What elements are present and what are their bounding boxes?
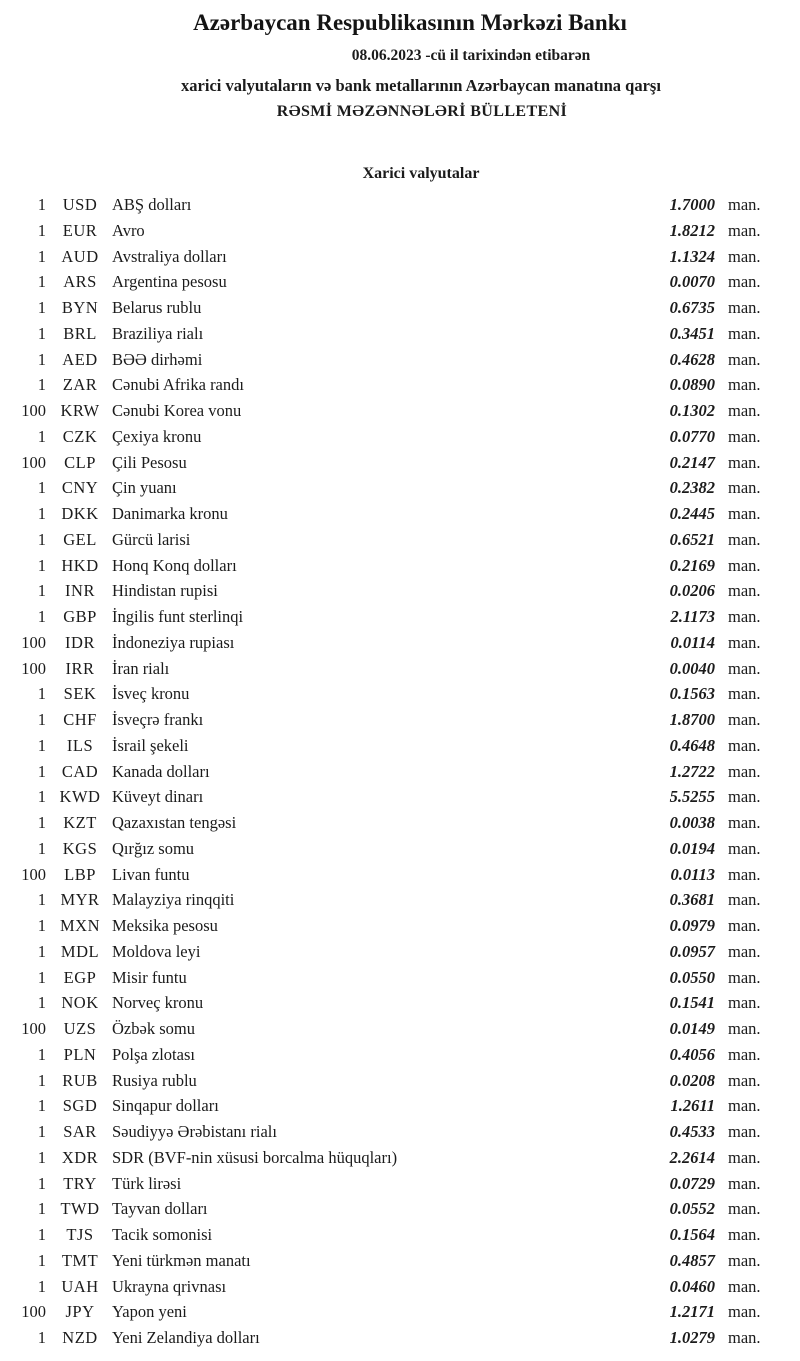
currency-name-cell: Tacik somonisi: [112, 1225, 213, 1244]
rate-value-cell: 0.0114: [670, 632, 715, 652]
rate-value-cell: 1.8212: [669, 220, 715, 240]
rate-row-lbp: [0, 862, 800, 888]
rate-unit-cell: man.: [728, 220, 761, 240]
currency-name-cell: Özbək somu: [112, 1019, 195, 1038]
bank-title: Azərbaycan Respublikasının Mərkəzi Bankı: [193, 10, 627, 35]
currency-name-cell: Norveç kronu: [112, 993, 204, 1013]
quantity-cell: 1: [37, 581, 46, 601]
currency-name-cell: Polşa zlotası: [112, 1044, 195, 1064]
quantity-cell: 1: [37, 1070, 46, 1090]
currency-name-cell: İsrail şekeli: [112, 735, 189, 755]
currency-name-cell: Sinqapur dolları: [112, 1096, 219, 1116]
currency-code-cell: PLN: [63, 1044, 97, 1064]
rate-row-gbp: [0, 604, 800, 630]
quantity-cell: 1: [37, 761, 46, 781]
currency-code-cell: TRY: [63, 1173, 97, 1193]
rate-value-cell: 1.0279: [669, 1328, 715, 1347]
currency-name-cell: Misir funtu: [112, 967, 187, 987]
rate-value-cell: 0.0460: [669, 1276, 715, 1296]
rate-unit-cell: man.: [728, 1302, 761, 1322]
rate-row-zar: [0, 372, 800, 398]
rate-unit-cell: man.: [728, 1019, 761, 1038]
quantity-cell: 1: [37, 529, 46, 549]
currency-code-cell: KGS: [62, 838, 98, 858]
rate-value-cell: 0.2382: [669, 478, 715, 498]
rate-unit-cell: man.: [728, 993, 761, 1013]
rate-row-nzd: [0, 1325, 800, 1351]
currency-name-cell: SDR (BVF-nin xüsusi borcalma hüquqları): [112, 1147, 398, 1167]
currency-code-cell: KZT: [63, 813, 97, 832]
currency-name-cell: Danimarka kronu: [112, 504, 228, 523]
rate-value-cell: 0.4533: [669, 1122, 715, 1141]
rate-value-cell: 1.2171: [669, 1302, 715, 1322]
currency-code-cell: UZS: [63, 1019, 97, 1038]
currency-name-cell: Cənubi Korea vonu: [112, 401, 242, 420]
rate-unit-cell: man.: [728, 632, 761, 652]
currency-name-cell: Gürcü larisi: [112, 529, 191, 549]
currency-code-cell: TJS: [66, 1225, 94, 1244]
rate-unit-cell: man.: [728, 916, 761, 935]
currency-code-cell: AED: [62, 349, 98, 369]
rate-row-jpy: [0, 1299, 800, 1325]
quantity-cell: 1: [37, 555, 46, 575]
rate-value-cell: 0.3681: [669, 890, 715, 910]
quantity-cell: 1: [37, 1173, 46, 1193]
rate-unit-cell: man.: [728, 1173, 761, 1193]
rate-unit-cell: man.: [728, 761, 761, 781]
rate-value-cell: 0.0149: [669, 1019, 715, 1038]
currency-code-cell: CAD: [61, 761, 99, 781]
currency-code-cell: KWD: [59, 787, 101, 807]
rate-value-cell: 0.0552: [669, 1199, 715, 1219]
quantity-cell: 1: [37, 323, 46, 343]
quantity-cell: 100: [21, 401, 46, 420]
rate-row-kgs: [0, 836, 800, 862]
currency-code-cell: EGP: [63, 967, 97, 987]
rate-value-cell: 0.6735: [669, 298, 715, 317]
currency-code-cell: JPY: [65, 1302, 95, 1322]
rate-row-pln: [0, 1042, 800, 1068]
quantity-cell: 1: [37, 1096, 46, 1116]
currency-name-cell: İran rialı: [112, 658, 170, 678]
quantity-cell: 1: [37, 1122, 46, 1141]
rate-row-ars: [0, 269, 800, 295]
quantity-cell: 1: [37, 1328, 46, 1347]
currency-name-cell: Argentina pesosu: [112, 272, 227, 292]
currency-name-cell: Cənubi Afrika randı: [112, 375, 244, 395]
rate-row-czk: [0, 424, 800, 450]
currency-code-cell: IRR: [65, 658, 95, 678]
rate-value-cell: 0.0206: [669, 581, 715, 601]
bulletin-page: [0, 9, 800, 1361]
rate-row-eur: [0, 218, 800, 244]
rate-row-gel: [0, 527, 800, 553]
rate-row-twd: [0, 1196, 800, 1222]
rate-value-cell: 0.0770: [669, 426, 715, 446]
rate-row-krw: [0, 398, 800, 424]
currency-code-cell: AUD: [61, 246, 99, 266]
rate-unit-cell: man.: [728, 581, 761, 601]
quantity-cell: 1: [37, 967, 46, 987]
rate-unit-cell: man.: [728, 864, 761, 884]
quantity-cell: 1: [37, 735, 46, 755]
rate-unit-cell: man.: [728, 967, 761, 987]
currency-code-cell: HKD: [61, 555, 99, 575]
rate-unit-cell: man.: [728, 710, 761, 729]
quantity-cell: 100: [21, 1302, 46, 1322]
rate-row-try: [0, 1171, 800, 1197]
rate-unit-cell: man.: [728, 375, 761, 395]
rate-value-cell: 0.0040: [669, 658, 715, 678]
currency-code-cell: GEL: [63, 529, 97, 549]
rate-value-cell: 0.0038: [669, 813, 715, 832]
rate-row-sgd: [0, 1093, 800, 1119]
currency-code-cell: TMT: [61, 1250, 99, 1270]
currency-name-cell: İsveç kronu: [112, 684, 190, 704]
rate-unit-cell: man.: [728, 813, 761, 832]
rate-value-cell: 0.1302: [669, 401, 715, 420]
rate-unit-cell: man.: [728, 838, 761, 858]
rate-row-inr: [0, 578, 800, 604]
quantity-cell: 1: [37, 838, 46, 858]
currency-name-cell: Avro: [112, 220, 145, 240]
rate-value-cell: 0.0113: [670, 864, 715, 884]
rate-row-brl: [0, 321, 800, 347]
rate-value-cell: 0.0890: [669, 375, 715, 395]
currency-code-cell: UAH: [61, 1276, 99, 1296]
quantity-cell: 100: [21, 452, 46, 472]
exchange-rates-table: [0, 192, 800, 1351]
currency-name-cell: Yapon yeni: [112, 1302, 187, 1322]
quantity-cell: 1: [37, 504, 46, 523]
currency-code-cell: RUB: [62, 1070, 98, 1090]
currency-code-cell: XDR: [61, 1147, 99, 1167]
rate-row-idr: [0, 630, 800, 656]
rate-row-mdl: [0, 939, 800, 965]
rate-value-cell: 0.4648: [669, 735, 715, 755]
rate-value-cell: 0.4857: [669, 1250, 715, 1270]
rate-unit-cell: man.: [728, 607, 761, 626]
rate-row-aed: [0, 347, 800, 373]
rate-unit-cell: man.: [728, 658, 761, 678]
quantity-cell: 100: [21, 864, 46, 884]
rate-value-cell: 0.0957: [669, 941, 715, 961]
rate-unit-cell: man.: [728, 1225, 761, 1244]
currency-code-cell: BYN: [61, 298, 99, 317]
currency-code-cell: BRL: [63, 323, 97, 343]
currency-code-cell: CZK: [62, 426, 98, 446]
currency-name-cell: Malayziya rinqqiti: [112, 890, 235, 910]
rate-value-cell: 0.0208: [669, 1070, 715, 1090]
rate-unit-cell: man.: [728, 1328, 761, 1347]
currency-name-cell: Kanada dolları: [112, 761, 210, 781]
rate-row-ils: [0, 733, 800, 759]
currency-name-cell: Səudiyyə Ərəbistanı rialı: [112, 1122, 277, 1141]
currency-code-cell: CHF: [63, 710, 97, 729]
quantity-cell: 1: [37, 298, 46, 317]
rate-value-cell: 5.5255: [669, 787, 715, 807]
currency-name-cell: İndoneziya rupiası: [112, 632, 235, 652]
bulletin-title: RƏSMİ MƏZƏNNƏLƏRİ BÜLLETENİ: [276, 103, 568, 120]
currency-code-cell: EUR: [62, 220, 98, 240]
rate-value-cell: 0.0194: [669, 838, 715, 858]
quantity-cell: 1: [37, 1250, 46, 1270]
currency-name-cell: Braziliya rialı: [112, 323, 204, 343]
rate-row-dkk: [0, 501, 800, 527]
currency-name-cell: Çexiya kronu: [112, 426, 202, 446]
rate-value-cell: 0.0070: [669, 272, 715, 292]
rate-unit-cell: man.: [728, 1122, 761, 1141]
rate-unit-cell: man.: [728, 1276, 761, 1296]
quantity-cell: 1: [37, 1225, 46, 1244]
currency-name-cell: Meksika pesosu: [112, 916, 218, 935]
quantity-cell: 1: [37, 710, 46, 729]
rate-value-cell: 0.2169: [669, 555, 715, 575]
currency-code-cell: DKK: [61, 504, 99, 523]
rate-value-cell: 0.3451: [669, 323, 715, 343]
quantity-cell: 1: [37, 993, 46, 1013]
currency-name-cell: Ukrayna qrivnası: [112, 1276, 227, 1296]
currency-code-cell: ILS: [66, 735, 94, 755]
quantity-cell: 1: [37, 1044, 46, 1064]
quantity-cell: 1: [37, 941, 46, 961]
rate-value-cell: 1.1324: [669, 246, 715, 266]
currency-code-cell: KRW: [60, 401, 100, 420]
currency-name-cell: İsveçrə frankı: [112, 710, 204, 729]
rate-value-cell: 0.1541: [669, 993, 715, 1013]
rate-unit-cell: man.: [728, 1070, 761, 1090]
rate-row-myr: [0, 887, 800, 913]
rate-row-clp: [0, 450, 800, 476]
rate-unit-cell: man.: [728, 195, 761, 214]
rate-row-xdr: [0, 1145, 800, 1171]
rate-value-cell: 1.2611: [670, 1096, 715, 1116]
rate-row-uah: [0, 1274, 800, 1300]
quantity-cell: 1: [37, 349, 46, 369]
bulletin-header: [0, 9, 800, 121]
rate-unit-cell: man.: [728, 735, 761, 755]
rate-unit-cell: man.: [728, 298, 761, 317]
rate-value-cell: 0.2147: [669, 452, 715, 472]
rate-row-cad: [0, 759, 800, 785]
rate-value-cell: 0.0979: [669, 916, 715, 935]
rate-value-cell: 0.0729: [669, 1173, 715, 1193]
currency-name-cell: Rusiya rublu: [112, 1070, 197, 1090]
rate-unit-cell: man.: [728, 504, 761, 523]
currency-code-cell: CLP: [64, 452, 96, 472]
rate-unit-cell: man.: [728, 272, 761, 292]
rate-value-cell: 2.2614: [669, 1147, 715, 1167]
currency-name-cell: Hindistan rupisi: [112, 581, 218, 601]
quantity-cell: 1: [37, 813, 46, 832]
rate-row-kzt: [0, 810, 800, 836]
currency-code-cell: ZAR: [62, 375, 98, 395]
quantity-cell: 1: [37, 375, 46, 395]
currency-name-cell: Türk lirəsi: [112, 1173, 182, 1193]
quantity-cell: 100: [21, 658, 46, 678]
rate-unit-cell: man.: [728, 684, 761, 704]
currency-name-cell: Belarus rublu: [112, 298, 202, 317]
quantity-cell: 1: [37, 787, 46, 807]
rate-unit-cell: man.: [728, 478, 761, 498]
effective-date-line: 08.06.2023 -cü il tarixindən etibarən: [351, 47, 591, 64]
quantity-cell: 100: [21, 632, 46, 652]
quantity-cell: 100: [21, 1019, 46, 1038]
currency-code-cell: USD: [62, 195, 98, 214]
rate-unit-cell: man.: [728, 529, 761, 549]
rate-row-uzs: [0, 1016, 800, 1042]
currency-code-cell: ARS: [63, 272, 97, 292]
quantity-cell: 1: [37, 426, 46, 446]
currency-name-cell: BƏƏ dirhəmi: [112, 349, 203, 369]
quantity-cell: 1: [37, 890, 46, 910]
rate-row-sek: [0, 681, 800, 707]
quantity-cell: 1: [37, 916, 46, 935]
currency-name-cell: Küveyt dinarı: [112, 787, 204, 807]
quantity-cell: 1: [37, 246, 46, 266]
rate-unit-cell: man.: [728, 246, 761, 266]
currency-name-cell: Qırğız somu: [112, 838, 195, 858]
rate-row-egp: [0, 965, 800, 991]
rate-row-rub: [0, 1068, 800, 1094]
rate-unit-cell: man.: [728, 323, 761, 343]
rate-row-irr: [0, 656, 800, 682]
rate-value-cell: 1.8700: [669, 710, 715, 729]
currency-code-cell: LBP: [64, 864, 96, 884]
currency-name-cell: Yeni türkmən manatı: [112, 1250, 251, 1270]
rate-unit-cell: man.: [728, 1250, 761, 1270]
currency-name-cell: Yeni Zelandiya dolları: [112, 1328, 260, 1347]
rate-row-chf: [0, 707, 800, 733]
rate-value-cell: 1.2722: [669, 761, 715, 781]
currency-code-cell: SAR: [63, 1122, 97, 1141]
currency-code-cell: CNY: [61, 478, 99, 498]
currency-name-cell: Moldova leyi: [112, 941, 201, 961]
quantity-cell: 1: [37, 478, 46, 498]
rate-unit-cell: man.: [728, 555, 761, 575]
rate-value-cell: 0.1564: [669, 1225, 715, 1244]
currency-code-cell: MXN: [59, 916, 100, 935]
rate-row-mxn: [0, 913, 800, 939]
rate-row-hkd: [0, 553, 800, 579]
currency-code-cell: TWD: [60, 1199, 100, 1219]
rate-value-cell: 0.1563: [669, 684, 715, 704]
currency-name-cell: Avstraliya dolları: [112, 246, 227, 266]
quantity-cell: 1: [37, 1276, 46, 1296]
currency-code-cell: MYR: [60, 890, 100, 910]
currency-code-cell: INR: [65, 581, 95, 601]
currency-name-cell: Çin yuanı: [112, 478, 177, 498]
currency-name-cell: Qazaxıstan tengəsi: [112, 813, 237, 832]
currency-name-cell: Livan funtu: [112, 864, 190, 884]
rate-row-aud: [0, 244, 800, 270]
quantity-cell: 1: [37, 272, 46, 292]
quantity-cell: 1: [37, 684, 46, 704]
rate-value-cell: 2.1173: [670, 607, 715, 626]
rate-value-cell: 0.0550: [669, 967, 715, 987]
currency-code-cell: IDR: [65, 632, 95, 652]
currency-code-cell: GBP: [63, 607, 97, 626]
quantity-cell: 1: [37, 1199, 46, 1219]
quantity-cell: 1: [37, 220, 46, 240]
rate-unit-cell: man.: [728, 1199, 761, 1219]
rate-value-cell: 1.7000: [669, 195, 715, 214]
section-title-foreign-currencies: Xarici valyutalar: [362, 165, 480, 182]
rate-row-tjs: [0, 1222, 800, 1248]
rate-unit-cell: man.: [728, 401, 761, 420]
rate-unit-cell: man.: [728, 1147, 761, 1167]
rate-value-cell: 0.4628: [669, 349, 715, 369]
rate-unit-cell: man.: [728, 890, 761, 910]
rate-row-byn: [0, 295, 800, 321]
rate-row-kwd: [0, 784, 800, 810]
rate-unit-cell: man.: [728, 349, 761, 369]
currency-name-cell: Honq Konq dolları: [112, 555, 237, 575]
rate-row-tmt: [0, 1248, 800, 1274]
currency-code-cell: NZD: [62, 1328, 98, 1347]
currency-code-cell: SGD: [62, 1096, 98, 1116]
rate-value-cell: 0.4056: [669, 1044, 715, 1064]
rate-row-sar: [0, 1119, 800, 1145]
currency-name-cell: İngilis funt sterlinqi: [112, 607, 244, 626]
rate-row-nok: [0, 990, 800, 1016]
quantity-cell: 1: [37, 195, 46, 214]
currency-code-cell: MDL: [60, 941, 100, 961]
rate-unit-cell: man.: [728, 1044, 761, 1064]
quantity-cell: 1: [37, 607, 46, 626]
quantity-cell: 1: [37, 1147, 46, 1167]
rate-unit-cell: man.: [728, 787, 761, 807]
rate-value-cell: 0.2445: [669, 504, 715, 523]
currency-name-cell: Çili Pesosu: [112, 452, 187, 472]
rate-unit-cell: man.: [728, 426, 761, 446]
currency-name-cell: ABŞ dolları: [112, 195, 192, 214]
rate-unit-cell: man.: [728, 941, 761, 961]
rate-row-usd: [0, 192, 800, 218]
rate-unit-cell: man.: [728, 452, 761, 472]
rate-row-cny: [0, 475, 800, 501]
subject-line: xarici valyutaların və bank metallarının Azərbaycan manatına qarşı: [181, 76, 661, 95]
currency-code-cell: NOK: [61, 993, 99, 1013]
currency-code-cell: SEK: [63, 684, 97, 704]
rate-value-cell: 0.6521: [669, 529, 715, 549]
currency-name-cell: Tayvan dolları: [112, 1199, 208, 1219]
rate-unit-cell: man.: [728, 1096, 761, 1116]
